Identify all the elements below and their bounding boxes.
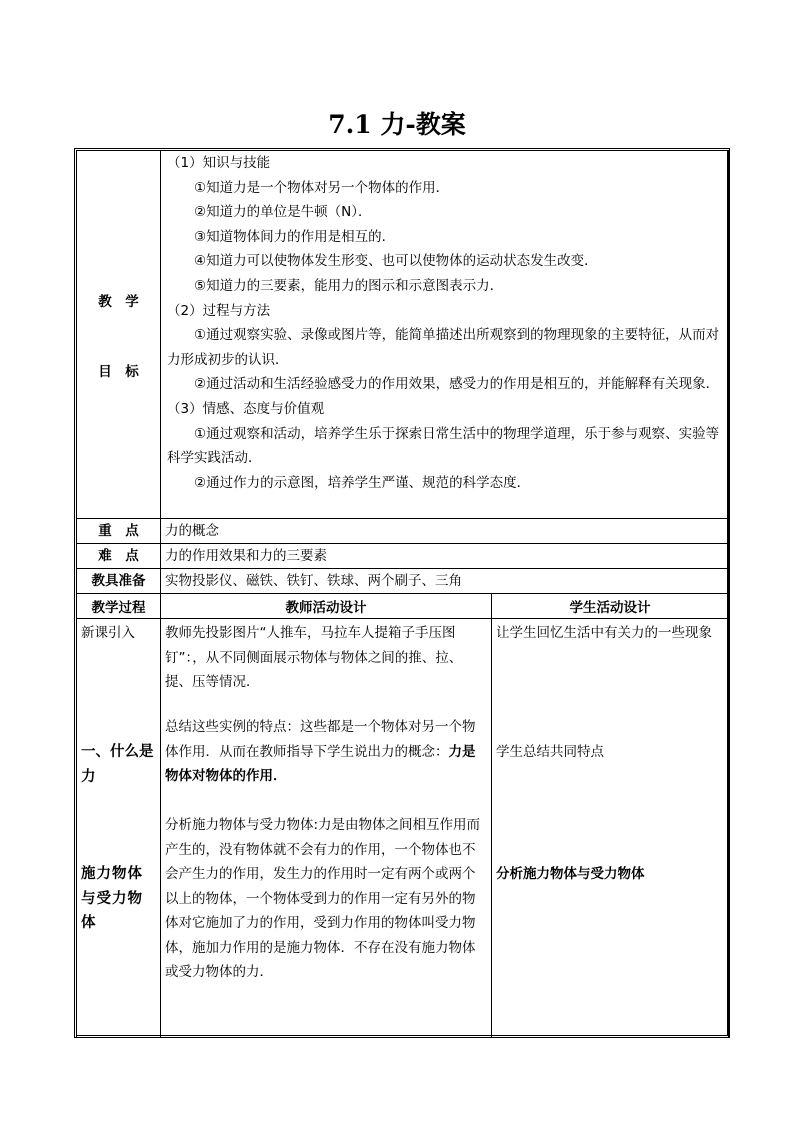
objective-line: ②知道力的单位是牛顿（N）． <box>194 204 372 221</box>
objectives-label <box>77 151 161 519</box>
key-point-label: 重 点 <box>77 519 161 544</box>
objective-line: ⑤知道力的三要素，能用力的图示和示意图表示力． <box>194 277 504 294</box>
objective-line: ③知道物体间力的作用是相互的． <box>194 228 396 245</box>
materials-value: 实物投影仪、磁铁、铁钉、铁球、两个刷子、三角 <box>161 569 729 594</box>
objective-line: ①知道力是一个物体对另一个物体的作用． <box>194 179 450 196</box>
student-summary: 学生总结共同特点 <box>496 744 604 760</box>
teacher-summary-text: 总结这些实例的特点：这些都是一个物体对另一个物体作用．从而在教师指导下学生说出力的概念： <box>165 719 476 760</box>
materials-label: 教具准备 <box>77 569 161 594</box>
objective-line: （3）情感、态度与价值观 <box>167 400 325 417</box>
process-student-column <box>492 619 729 1038</box>
process-header-teacher: 教师活动设计 <box>161 594 492 619</box>
objectives-label-bottom: 目 标 <box>98 363 139 380</box>
objective-line: ④知道力可以使物体发生形变、也可以使物体的运动状态发生改变． <box>194 253 598 270</box>
objective-line: （2）过程与方法 <box>167 302 271 319</box>
teacher-analysis: 分析施力物体与受力物体:力是由物体之间相互作用而产生的，没有物体就不会有力的作用，一个物体也不会产生力的作用，发生力的作用时一定有两个或两个以上的物体，一个物体受到力的作用一定有另外的物体对它施加了力的作用，受到力作用的物体叫受力物体，施加力作用的是施力物体．不存在没有施力物体或受力物体的力． <box>165 817 481 980</box>
objective-line: ②通过作力的示意图，培养学生严谨、规范的科学态度． <box>194 474 531 491</box>
page-title: 7.1 力-教案 <box>328 110 466 139</box>
difficulty-label: 难 点 <box>77 544 161 569</box>
process-teacher-column <box>161 619 492 1038</box>
process-header-row <box>77 594 729 619</box>
objective-line: （1）知识与技能 <box>167 155 271 171</box>
key-point-row <box>77 519 729 544</box>
objectives-row <box>77 151 729 519</box>
key-point-value: 力的概念 <box>161 519 729 544</box>
force-definition: 力是物体对物体的作用． <box>165 743 476 784</box>
student-analysis: 分析施力物体与受力物体 <box>496 866 645 882</box>
difficulty-value: 力的作用效果和力的三要素 <box>161 544 729 569</box>
objectives-content <box>161 151 729 519</box>
objective-line: ①通过观察和活动，培养学生乐于探索日常生活中的物理学道理，乐于参与观察、实验等科学实践活动． <box>167 425 720 467</box>
stage-intro: 新课引入 <box>81 625 135 641</box>
stage-exerting-receiving: 施力物体与受力物体 <box>81 866 143 931</box>
process-header-student: 学生活动设计 <box>492 594 729 619</box>
lesson-plan-table <box>76 150 729 1038</box>
difficulty-row <box>77 544 729 569</box>
stage-what-is-force: 一、什么是力 <box>81 744 154 785</box>
process-header-stage: 教学过程 <box>77 594 161 619</box>
teacher-intro: 教师先投影图片“人推车，马拉车人提箱子手压图钉”：，从不同侧面展示物体与物体之间的推、拉、提、压等情况． <box>165 625 463 690</box>
student-intro: 让学生回忆生活中有关力的一些现象 <box>496 625 712 641</box>
materials-row <box>77 569 729 594</box>
process-body-row <box>77 619 729 1038</box>
objectives-label-top: 教 学 <box>98 293 139 310</box>
teacher-summary <box>165 715 487 789</box>
objective-line: ①通过观察实验、录像或图片等，能简单描述出所观察到的物理现象的主要特征，从而对力形成初步的认识． <box>167 327 720 368</box>
process-stage-column <box>77 619 161 1038</box>
objective-line: ②通过活动和生活经验感受力的作用效果，感受力的作用是相互的，并能解释有关现象． <box>194 376 720 393</box>
